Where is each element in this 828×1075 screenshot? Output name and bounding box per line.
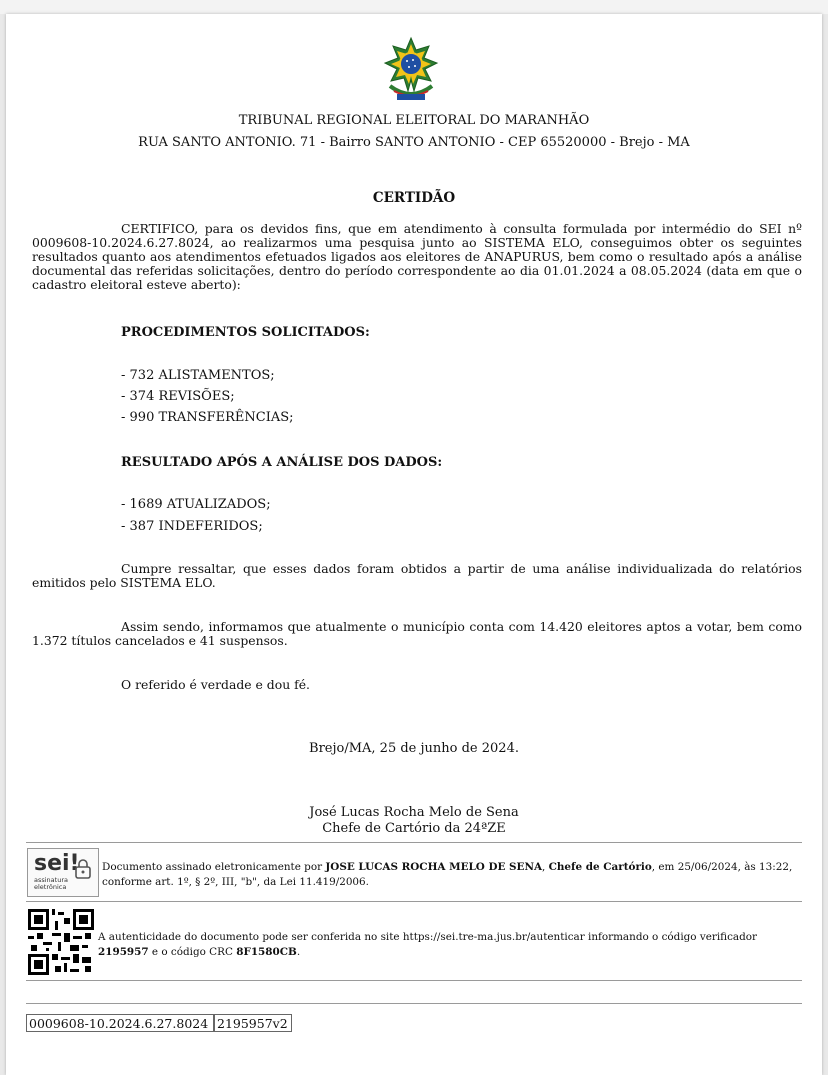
list-item: - 374 REVISÕES; [121,389,235,404]
divider [26,980,802,981]
signature-suffix: , em 25/06/2024, às 13:22, [651,861,793,873]
signature-sep: , [542,861,549,873]
sei-logo-sub1: assinatura [34,876,68,884]
qr-code-icon [28,909,94,975]
signer-name: JOSE LUCAS ROCHA MELO DE SENA [325,861,542,873]
procedures-heading: PROCEDIMENTOS SOLICITADOS: [121,325,370,340]
signature-prefix: Documento assinado eletronicamente por [102,861,326,873]
divider [26,1003,802,1004]
list-item: - 1689 ATUALIZADOS; [121,497,271,512]
viewer-top-band [0,0,828,14]
list-item: - 732 ALISTAMENTOS; [121,368,275,383]
signer-role: Chefe de Cartório [548,861,652,873]
list-item: - 387 INDEFERIDOS; [121,519,263,534]
divider [26,901,802,902]
sei-logo-sub2: eletrônica [34,883,67,891]
intro-paragraph: CERTIFICO, para os devidos fins, que em atendimento à consulta formulada por intermédio do SEI nº 0009608-10.2024.6.27.8024, ao realizarmos uma pesquisa junto ao SISTEMA ELO, conseguimos obter os seguintes resultados quanto aos atendimentos efetuados ligados aos eleitores de ANAPURUS, bem como o resultado após a análise documental das referidas solicitações, dentro do período correspondente ao dia 01.01.2024 a 08.05.2024 (data em que o cadastro eleitoral esteve aberto): [32,221,802,292]
sei-signature-logo [27,848,99,897]
assim-paragraph: Assim sendo, informamos que atualmente o município conta com 14.420 eleitores aptos a votar, bem como 1.372 títulos cancelados e 41 suspensos. [32,619,802,648]
signature-line2: conforme art. 1º, § 2º, III, "b", da Lei 11.419/2006. [102,876,369,888]
process-number-box: 0009608-10.2024.6.27.8024 [26,1014,214,1032]
divider [26,842,802,843]
lock-icon [74,859,92,883]
document-title: CERTIDÃO [372,190,456,206]
auth-end: . [296,946,301,958]
signatory-name: José Lucas Rocha Melo de Sena [309,805,519,820]
doc-id-box: 2195957v2 [214,1014,292,1032]
date-line: Brejo/MA, 25 de junho de 2024. [309,741,519,756]
authenticity-text [98,930,808,960]
signatory-role: Chefe de Cartório da 24ªZE [322,821,506,836]
authenticity-line1: A autenticidade do documento pode ser conferida no site https://sei.tre-ma.jus.br/autenticar informando o código verificador [98,931,757,943]
results-heading: RESULTADO APÓS A ANÁLISE DOS DADOS: [121,455,443,470]
coat-of-arms-icon [382,36,440,104]
signature-text [102,860,802,890]
list-item: - 990 TRANSFERÊNCIAS; [121,410,294,425]
ressaltar-paragraph: Cumpre ressaltar, que esses dados foram obtidos a partir de uma análise individualizada do relatórios emitidos pelo SISTEMA ELO. [32,561,802,590]
auth-mid: e o código CRC [148,946,237,958]
verification-code: 2195957 [98,946,149,958]
institution-name: TRIBUNAL REGIONAL ELEITORAL DO MARANHÃO [238,113,590,128]
verdade-paragraph: O referido é verdade e dou fé. [121,677,310,692]
sei-logo-text: sei! [34,851,80,876]
crc-code: 8F1580CB [236,946,297,958]
document-page [6,14,822,1075]
institution-address: RUA SANTO ANTONIO. 71 - Bairro SANTO ANTONIO - CEP 65520000 - Brejo - MA [138,135,690,150]
